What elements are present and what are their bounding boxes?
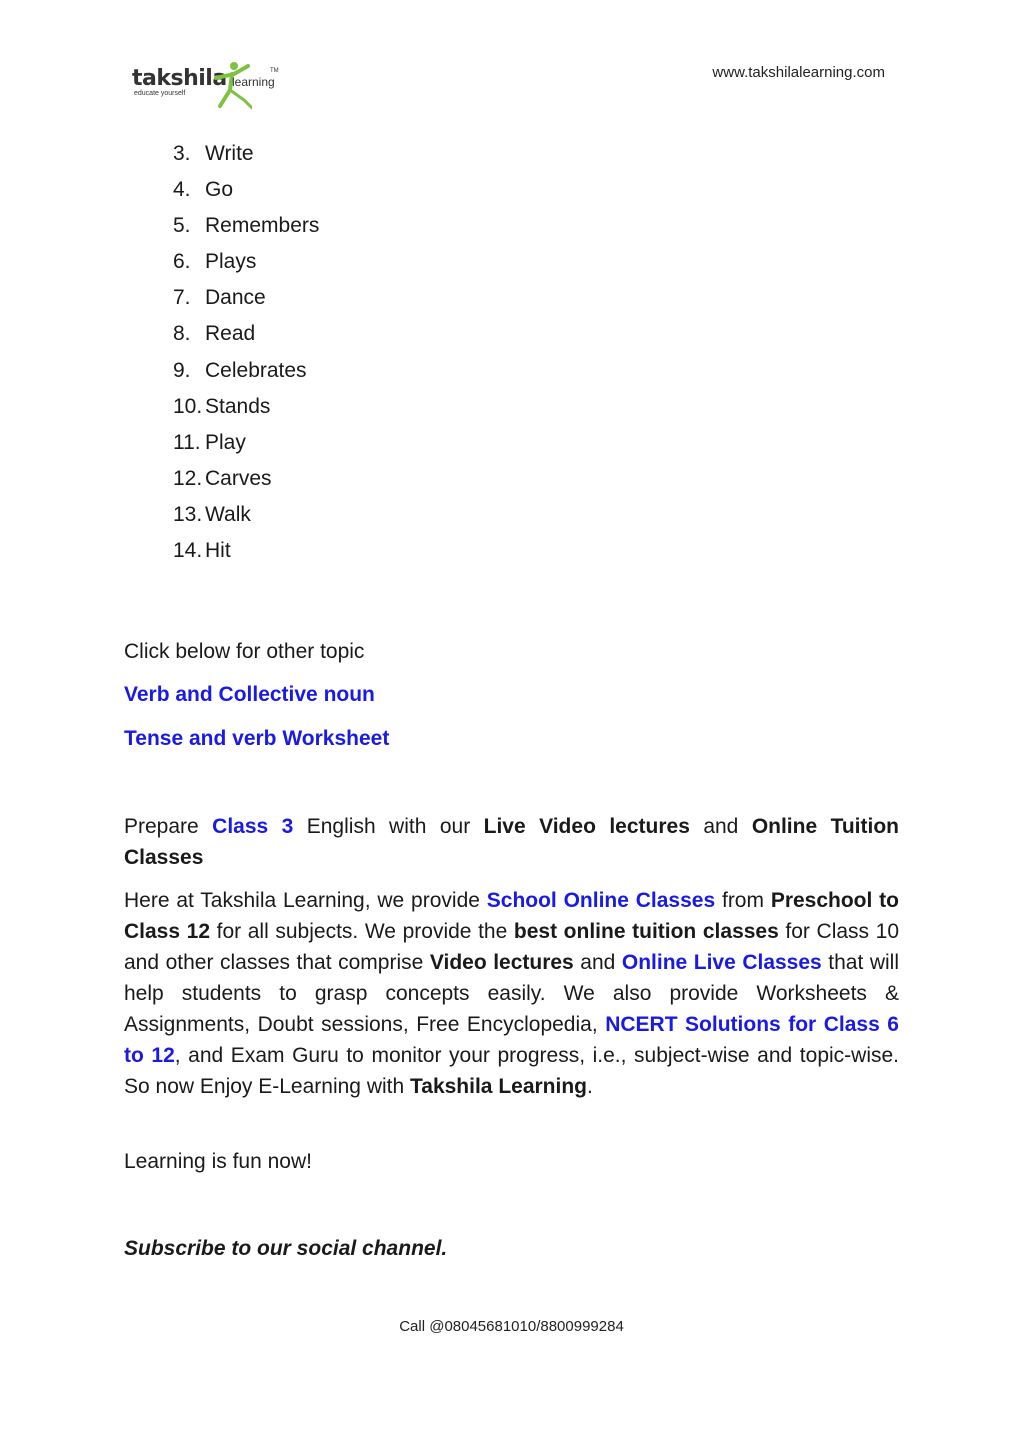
online-live-classes-link[interactable]: Online Live Classes bbox=[621, 951, 822, 974]
promo-paragraph-2: Here at Takshila Learning, we provide School Online Classes from Preschool to Class 12 for all subjects. We provide the best online tuition classes for Class 10 and other classes that comprise Video lectures and Online Live Classes that will help students to grasp concepts easily. We also provide Worksheets & Assignments, Doubt sessions, Free Encyclopedia, NCERT Solutions for Class 6 to 12, and Exam Guru to monitor your progress, i.e., subject-wise and topic-wise. So now Enjoy E-Learning with Takshila Learning. bbox=[124, 889, 900, 1098]
footer-call: Call @08045681010/8800999284 bbox=[399, 1318, 624, 1335]
site-url-link[interactable]: www.takshilalearning.com bbox=[712, 64, 885, 81]
ncert-solutions-link[interactable]: NCERT Solutions for Class 6 to 12 bbox=[124, 1013, 899, 1067]
list-item: 12. Carves bbox=[173, 466, 272, 490]
list-item: 6. Plays bbox=[173, 250, 257, 274]
answer-list bbox=[173, 140, 319, 573]
logo-trademark: TM bbox=[270, 68, 279, 74]
class-3-link[interactable]: Class 3 bbox=[212, 815, 294, 838]
other-topic-intro: Click below for other topic bbox=[124, 640, 365, 663]
logo-learning-text: learning bbox=[232, 75, 275, 89]
list-item: 13. Walk bbox=[173, 502, 251, 526]
list-item: 10. Stands bbox=[173, 394, 271, 418]
logo-tagline: educate yourself bbox=[134, 90, 186, 97]
list-item: 4. Go bbox=[173, 178, 234, 202]
school-online-classes-link[interactable]: School Online Classes bbox=[486, 889, 716, 912]
list-item: 14. Hit bbox=[173, 539, 231, 563]
list-item: 11. Play bbox=[173, 430, 246, 454]
verb-collective-noun-link[interactable]: Verb and Collective noun bbox=[124, 683, 375, 706]
list-item: 8. Read bbox=[173, 322, 256, 346]
list-item: 9. Celebrates bbox=[173, 358, 307, 382]
list-item: 5. Remembers bbox=[173, 214, 320, 238]
list-item: 3. Write bbox=[173, 142, 254, 165]
list-item: 7. Dance bbox=[173, 286, 266, 310]
subscribe-text: Subscribe to our social channel. bbox=[124, 1237, 448, 1260]
logo-wordmark: takshila bbox=[132, 66, 227, 91]
promo-paragraph-1: Prepare Class 3 English with our Live Video lectures and Online Tuition Classes bbox=[124, 815, 900, 869]
tense-verb-worksheet-link[interactable]: Tense and verb Worksheet bbox=[124, 727, 390, 750]
learning-fun-text: Learning is fun now! bbox=[124, 1150, 312, 1173]
takshila-logo bbox=[130, 58, 290, 112]
